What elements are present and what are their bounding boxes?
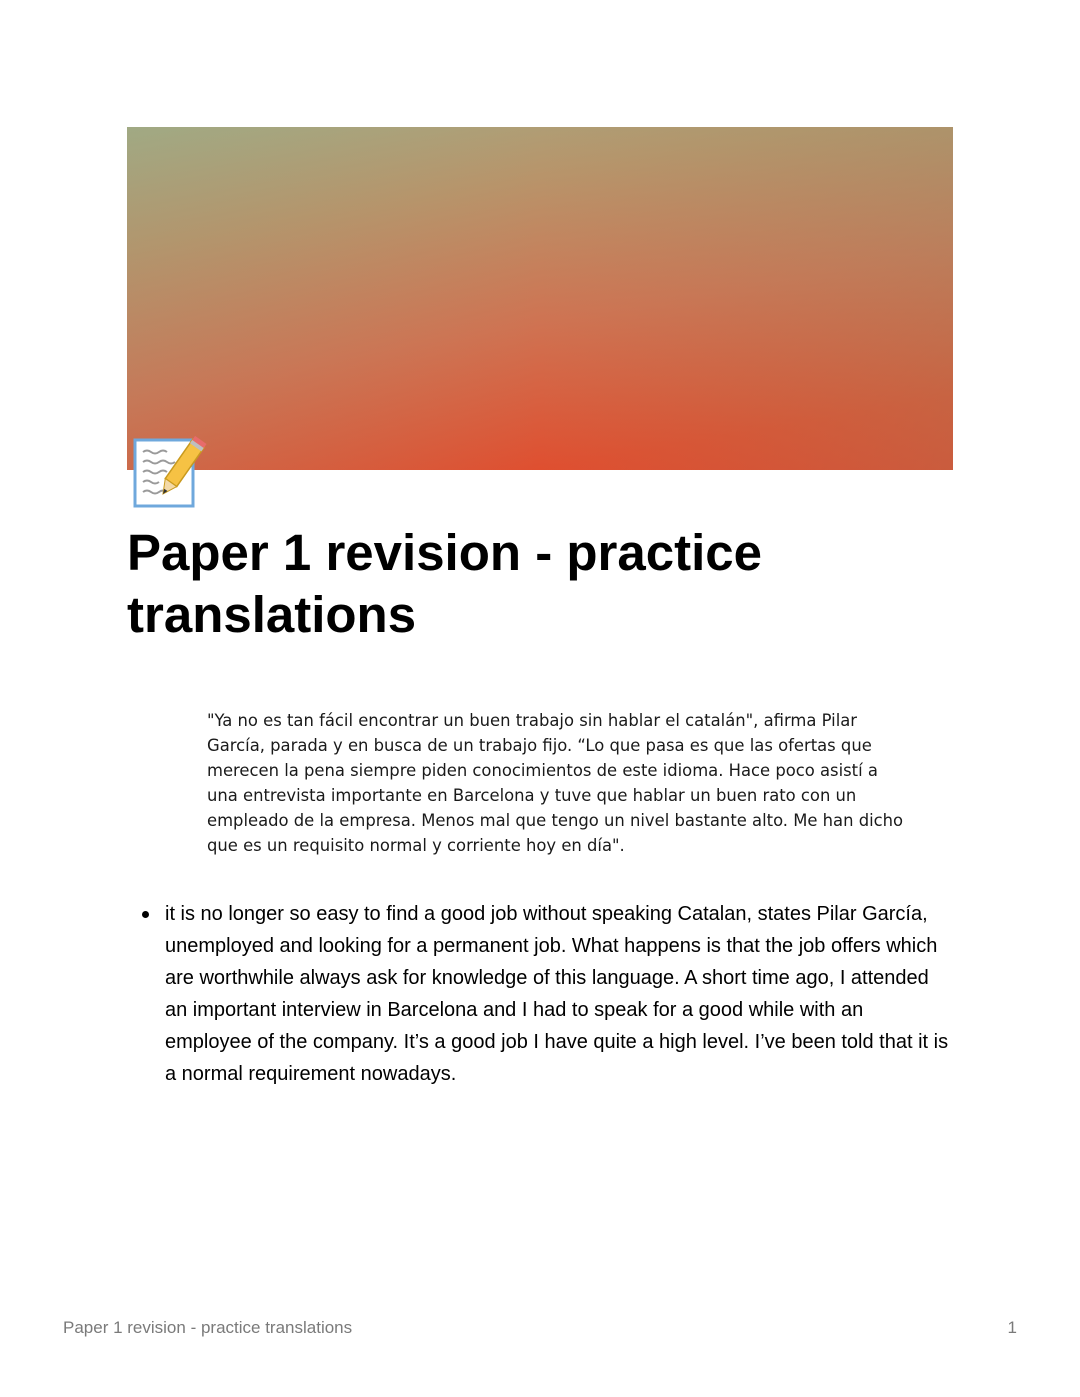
footer-page-number: 1 xyxy=(1007,1318,1017,1337)
spanish-source-text: "Ya no es tan fácil encontrar un buen trabajo sin hablar el catalán", afirma Pilar García, parada y en busca de un trabajo fijo. “Lo que pasa es que las ofertas que merecen la pena siempre piden conocimientos de este idioma. Hace poco asistí a una entrevista importante en Barcelona y tuve que hablar un buen rato con un empleado de la empresa. Menos mal que tengo un nivel bastante alto. Me han dicho que es un requisito normal y corriente hoy en día". xyxy=(207,711,904,855)
translation-text: it is no longer so easy to find a good job without speaking Catalan, states Pilar García, unemployed and looking for a permanent job. What happens is that the job offers which are worthwhile always ask for knowledge of this language. A short time ago, I attended an important interview in Barcelona and I had to speak for a good while with an employee of the company. It’s a good job I have quite a high level. I’ve been told that it is a normal requirement nowadays. xyxy=(165,903,949,1085)
translation-list xyxy=(165,898,955,1090)
list-item xyxy=(165,898,955,1090)
bullet-dot-icon xyxy=(142,911,149,918)
page-title: Paper 1 revision - practice translations xyxy=(127,524,762,643)
memo-pencil-icon xyxy=(133,434,207,510)
cover-image xyxy=(127,127,953,470)
footer-title: Paper 1 revision - practice translations xyxy=(63,1318,353,1337)
